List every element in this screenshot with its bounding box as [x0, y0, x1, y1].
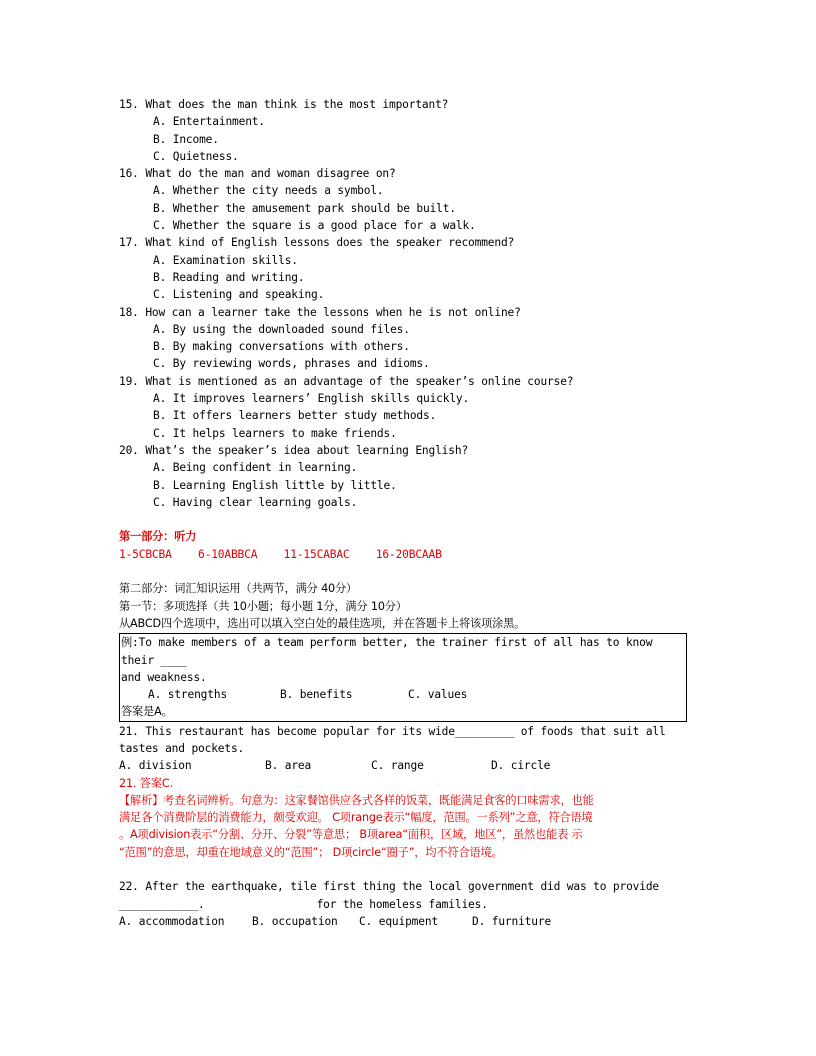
question-stem: 15. What does the man think is the most important? — [119, 98, 449, 111]
option: C. equipment — [359, 914, 439, 928]
option: B. By making conversations with others. — [153, 340, 410, 354]
option: C. Whether the square is a good place for a walk. — [153, 219, 476, 233]
option: B. occupation — [252, 914, 338, 928]
option: A. accommodation — [119, 914, 225, 928]
analysis: 【解析】考查名词辨析。句意为：这家餐馆供应各式各样的饭菜，既能满足食客的口味需求，也能 — [119, 793, 594, 807]
option: C. It helps learners to make friends. — [153, 426, 397, 440]
option: C. Listening and speaking. — [153, 288, 325, 302]
question-stem: 18. How can a learner take the lessons when he is not online? — [119, 305, 521, 319]
option: B. Whether the amusement park should be built. — [153, 201, 456, 215]
example-box — [119, 633, 687, 721]
section1-heading: 第一节：多项选择（共 10小题；每小题 1分，满分 10分） — [119, 599, 407, 613]
question-18 — [119, 304, 699, 373]
option: D. furniture — [472, 914, 552, 928]
answer: 21. 答案C. — [119, 776, 173, 790]
option: C. Having clear learning goals. — [153, 495, 358, 509]
option: D. circle — [491, 759, 551, 773]
option: B. Learning English little by little. — [153, 478, 397, 492]
option: A. Entertainment. — [153, 115, 265, 129]
option: C. Quietness. — [153, 149, 239, 163]
question-stem: 19. What is mentioned as an advantage of the speaker’s online course? — [119, 374, 574, 388]
question-17 — [119, 234, 699, 303]
option: A. division — [119, 759, 192, 773]
option: A. Being confident in learning. — [153, 461, 358, 475]
question-stem: tastes and pockets. — [119, 741, 245, 755]
option: B. benefits — [280, 688, 353, 702]
analysis: “范围”的意思，却重在地域意义的“范围”； D项circle“圈子”，均不符合语境。 — [119, 845, 503, 859]
question-options — [119, 913, 699, 930]
question-stem: 21. This restaurant has become popular for its wide_________ of foods that suit all — [119, 724, 666, 738]
analysis: 满足各个消费阶层的消费能力，颇受欢迎。 C项range表示“幅度，范围。一系列”之意，符合语境 — [119, 811, 593, 825]
question-22 — [119, 878, 699, 930]
instruction: 从ABCD四个选项中，选出可以填入空白处的最佳选项，并在答题卡上将该项涂黑。 — [119, 616, 526, 630]
part2-heading: 第二部分：词汇知识运用（共两节，满分 40分） — [119, 582, 358, 596]
option: C. range — [371, 759, 424, 773]
option: A. It improves learners’ English skills quickly. — [153, 392, 470, 406]
question-21 — [119, 723, 699, 861]
question-options — [119, 757, 699, 774]
option: B. Income. — [153, 132, 219, 146]
question-20 — [119, 442, 699, 511]
option: B. Reading and writing. — [153, 270, 305, 284]
example-options — [120, 686, 686, 703]
answer-section-title: 第一部分：听力 — [119, 530, 197, 544]
option: B. It offers learners better study methods. — [153, 409, 437, 423]
option: A. By using the downloaded sound files. — [153, 322, 410, 336]
question-19 — [119, 373, 699, 442]
question-stem: 20. What’s the speaker’s idea about learning English? — [119, 443, 469, 457]
option: A. Whether the city needs a symbol. — [153, 184, 384, 198]
question-16 — [119, 165, 699, 234]
document-page — [119, 96, 699, 930]
question-15 — [119, 96, 699, 165]
answer-key: 1-5CBCBA 6-10ABBCA 11-15CABAC 16-20BCAAB — [119, 547, 442, 561]
option: A. Examination skills. — [153, 253, 298, 267]
option: C. By reviewing words, phrases and idioms. — [153, 357, 430, 371]
question-stem: 22. After the earthquake, tile first thing the local government did was to provide — [119, 880, 660, 894]
question-stem: 17. What kind of English lessons does the speaker recommend? — [119, 236, 515, 250]
option: A. strengths — [148, 688, 228, 702]
analysis: 。A项division表示“分割、分开、分裂”等意思； B项area“面积，区域，地区”，虽然也能表 示 — [119, 828, 583, 842]
example-stem: their ____ — [121, 653, 187, 667]
question-stem: ____________. for the homeless families. — [119, 897, 488, 911]
example-stem: and weakness. — [121, 670, 207, 684]
question-stem: 16. What do the man and woman disagree on? — [119, 167, 396, 181]
example-answer: 答案是A。 — [121, 705, 173, 719]
option: B. area — [265, 759, 312, 773]
option: C. values — [408, 688, 468, 702]
example-stem: 例:To make members of a team perform better, the trainer first of all has to know — [121, 636, 653, 650]
